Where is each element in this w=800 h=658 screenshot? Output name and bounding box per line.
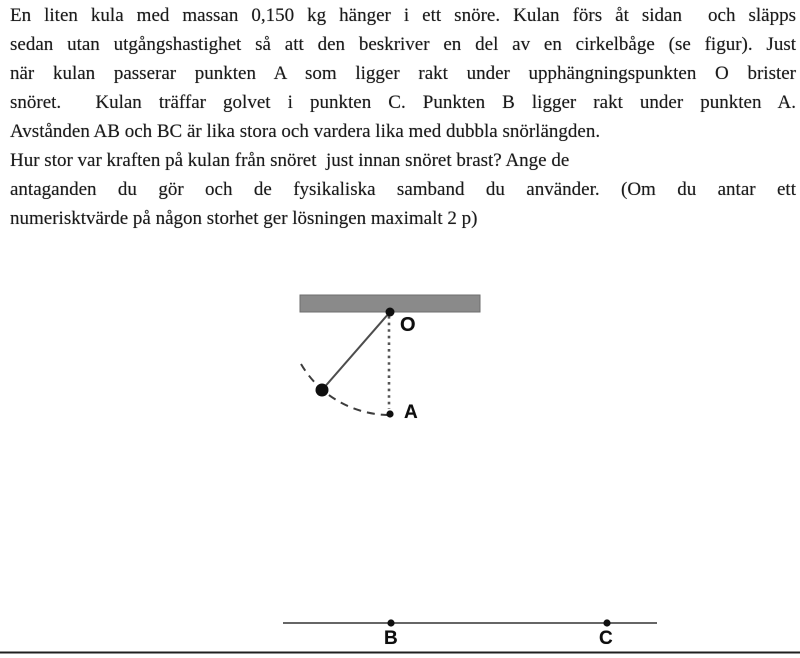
problem-text-line: när kulan passerar punkten A som ligger rakt under upphängningspunkten O brister — [10, 63, 796, 84]
point-b-dot — [387, 619, 394, 626]
problem-text-line: snöret. Kulan träffar golvet i punkten C. Punkten B ligger rakt under punkten A. — [10, 92, 796, 113]
swing-arc — [301, 364, 390, 415]
label-point-c: C — [599, 628, 613, 649]
label-point-b: B — [384, 628, 398, 649]
label-point-o: O — [400, 314, 416, 336]
problem-text-line: Hur stor var kraften på kulan från snöret just innan snöret brast? Ange de — [10, 150, 570, 171]
ball — [316, 384, 329, 397]
point-c-dot — [603, 619, 610, 626]
problem-text-line: Avstånden AB och BC är lika stora och vardera lika med dubbla snörlängden. — [10, 121, 601, 142]
string-line — [322, 312, 390, 390]
pivot-dot — [386, 308, 395, 317]
point-a-dot — [386, 410, 393, 417]
problem-text-line: numerisktvärde på någon storhet ger lösningen maximalt 2 p) — [10, 208, 478, 229]
problem-text-line: antaganden du gör och de fysikaliska samband du använder. (Om du antar ett — [10, 179, 796, 200]
label-point-a: A — [404, 402, 418, 423]
problem-text-line: sedan utan utgångshastighet så att den beskriver en del av en cirkelbåge (se figur). Just — [10, 34, 796, 55]
problem-text-line: En liten kula med massan 0,150 kg hänger i ett snöre. Kulan förs åt sidan och släpps — [10, 5, 796, 26]
